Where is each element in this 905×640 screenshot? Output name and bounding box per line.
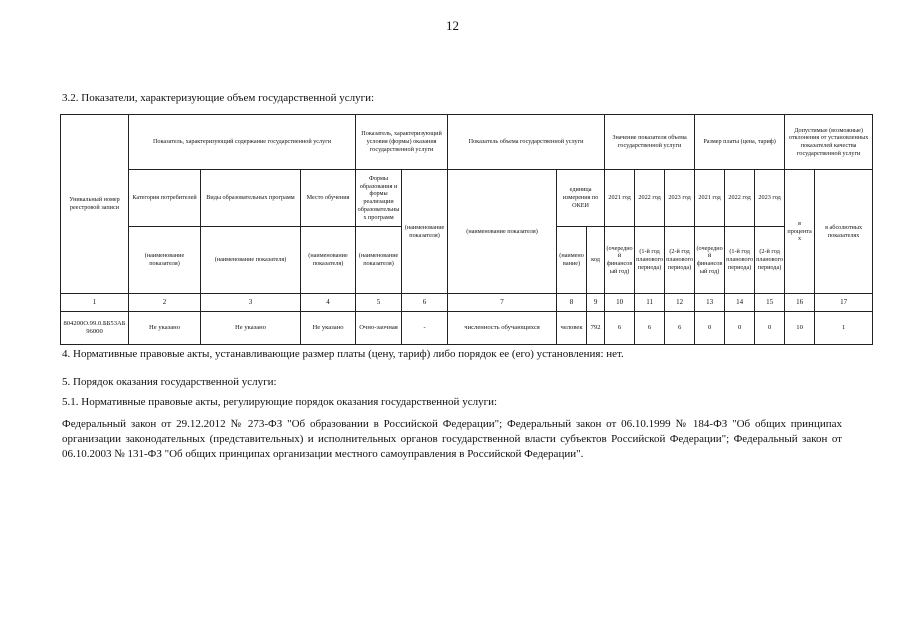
- header-fee-year-2021: 2021 год: [695, 170, 725, 227]
- column-number: 10: [605, 294, 635, 312]
- cell-place: Не указано: [301, 312, 356, 345]
- header-place: Место обучения: [301, 170, 356, 227]
- cell-unit: человек: [557, 312, 587, 345]
- paragraph-5-1: 5.1. Нормативные правовые акты, регулирующие порядок оказания государственной услуги:: [62, 396, 498, 408]
- header-fee-year-2022: 2022 год: [725, 170, 755, 227]
- header-indicator-name-5: (наименование показателя): [356, 227, 402, 294]
- column-number: 5: [356, 294, 402, 312]
- column-number: 11: [635, 294, 665, 312]
- cell-code: 792: [587, 312, 605, 345]
- header-volume-indicator: Показатель объема государственной услуги: [448, 115, 605, 170]
- header-fee-year-2023: 2023 год: [755, 170, 785, 227]
- header-year-2023: 2023 год: [665, 170, 695, 227]
- page-number: 12: [446, 18, 459, 33]
- header-fee: Размер платы (цена, тариф): [695, 115, 785, 170]
- header-indicator-name-4: (наименование показателя): [301, 227, 356, 294]
- column-number: 17: [815, 294, 873, 312]
- paragraph-4: 4. Нормативные правовые акты, устанавливающие размер платы (цену, тариф) либо порядок ее (его) установления: нет.: [62, 348, 624, 360]
- header-forms: Формы образования и формы реализации образовательных программ: [356, 170, 402, 227]
- column-number: 15: [755, 294, 785, 312]
- header-indicator-name-3: (наименование показателя): [201, 227, 301, 294]
- section-title: 3.2. Показатели, характеризующие объем государственной услуги:: [62, 92, 375, 104]
- header-unique-number: Уникальный номер реестровой записи: [61, 115, 129, 294]
- header-year-2022: 2022 год: [635, 170, 665, 227]
- cell-registry-number: 804200О.99.0.ББ53АБ96000: [61, 312, 129, 345]
- header-absolute: в абсолютных показателях: [815, 170, 873, 294]
- cell-fee-2022: 0: [725, 312, 755, 345]
- cell-fee-2023: 0: [755, 312, 785, 345]
- header-fee-current-year: (очередной финансовый год): [695, 227, 725, 294]
- cell-fee-2021: 0: [695, 312, 725, 345]
- header-volume-values: Значение показателя объема государственной услуги: [605, 115, 695, 170]
- header-category: Категория потребителей: [129, 170, 201, 227]
- column-number: 13: [695, 294, 725, 312]
- header-deviation: Допустимые (возможные) отклонения от установленных показателей качества государственной услуги: [785, 115, 873, 170]
- header-code: код: [587, 227, 605, 294]
- header-indicator-name-2: (наименование показателя): [129, 227, 201, 294]
- header-indicator-name-7: (наименование показателя): [448, 170, 557, 294]
- cell-category: Не указано: [129, 312, 201, 345]
- paragraph-5: 5. Порядок оказания государственной услуги:: [62, 376, 277, 388]
- header-condition-indicator: Показатель, характеризующий условия (формы) оказания государственной услуги: [356, 115, 448, 170]
- column-number: 16: [785, 294, 815, 312]
- column-number: 3: [201, 294, 301, 312]
- column-number: 2: [129, 294, 201, 312]
- header-plan-year-1: (1-й год планового периода): [635, 227, 665, 294]
- cell-deviation-percent: 10: [785, 312, 815, 345]
- volume-indicators-table: [60, 114, 873, 345]
- column-number: 8: [557, 294, 587, 312]
- header-current-year: (очередной финансовый год): [605, 227, 635, 294]
- header-plan-year-2: (2-й год планового периода): [665, 227, 695, 294]
- column-number: 14: [725, 294, 755, 312]
- cell-value-2021: 6: [605, 312, 635, 345]
- header-indicator-name-6: (наименование показателя): [402, 170, 448, 294]
- header-fee-plan-year-1: (1-й год планового периода): [725, 227, 755, 294]
- cell-programs: Не указано: [201, 312, 301, 345]
- cell-form: Очно-заочная: [356, 312, 402, 345]
- column-number: 9: [587, 294, 605, 312]
- header-fee-plan-year-2: (2-й год планового периода): [755, 227, 785, 294]
- column-number: 6: [402, 294, 448, 312]
- column-number: 1: [61, 294, 129, 312]
- legal-acts-text: Федеральный закон от 29.12.2012 № 273-ФЗ "Об образовании в Российской Федерации"; Федеральный закон от 06.10.1999 № 184-ФЗ "Об общих принципах организации законодательных (представительных) и исполнительных органов государственной власти субъектов Российской Федерации"; Федеральный закон от 06.10.2003 № 131-ФЗ "Об общих принципах организации местного самоуправления в Российской Федерации".: [62, 418, 842, 460]
- header-content-indicator: Показатель, характеризующий содержание государственной услуги: [129, 115, 356, 170]
- cell-deviation-absolute: 1: [815, 312, 873, 345]
- cell-value-2023: 6: [665, 312, 695, 345]
- header-percent: в процентах: [785, 170, 815, 294]
- header-unit: единица измерения по ОКЕИ: [557, 170, 605, 227]
- cell-column-6: -: [402, 312, 448, 345]
- column-number: 4: [301, 294, 356, 312]
- header-year-2021: 2021 год: [605, 170, 635, 227]
- cell-value-2022: 6: [635, 312, 665, 345]
- column-number: 12: [665, 294, 695, 312]
- column-number: 7: [448, 294, 557, 312]
- header-unit-name: (наименование): [557, 227, 587, 294]
- table-row: [61, 312, 873, 345]
- header-programs: Виды образовательных программ: [201, 170, 301, 227]
- cell-indicator: численность обучающихся: [448, 312, 557, 345]
